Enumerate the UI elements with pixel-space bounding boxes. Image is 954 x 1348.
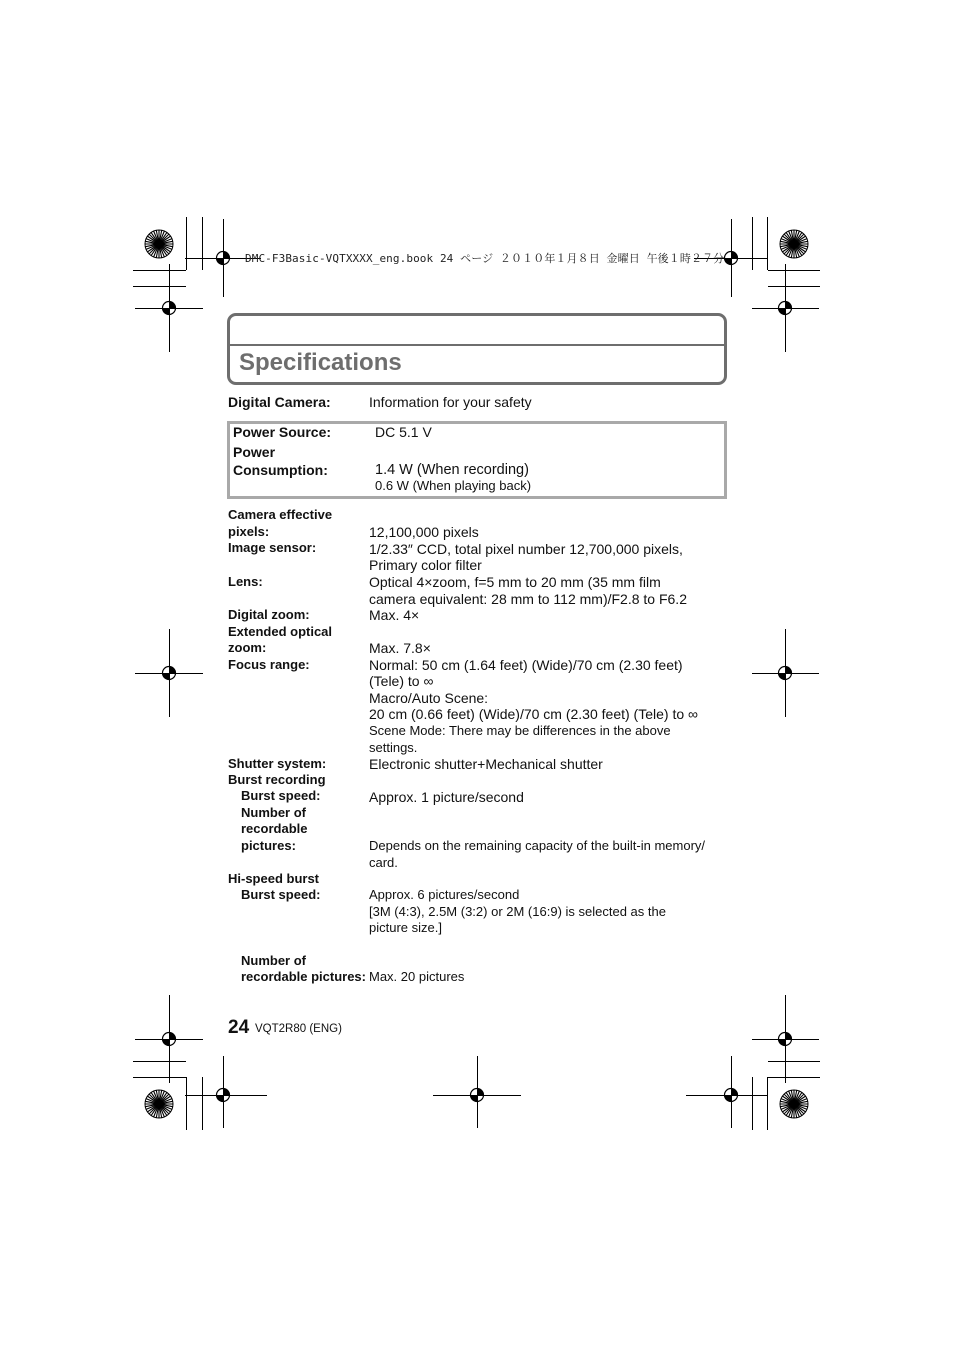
sensor-label: Image sensor: <box>228 540 317 555</box>
color-target-icon <box>779 1089 809 1119</box>
digital-camera-value: Information for your safety <box>369 394 532 410</box>
power-source-value: DC 5.1 V <box>375 424 432 440</box>
registration-mark-icon <box>720 1084 742 1106</box>
burst-number-value-1: Depends on the remaining capacity of the built-in memory/ <box>369 838 706 853</box>
page-title: Specifications <box>239 349 402 376</box>
registration-mark-icon <box>774 1028 796 1050</box>
page-number: 24 <box>228 1017 250 1038</box>
registration-mark-icon <box>158 1028 180 1050</box>
registration-mark-icon <box>212 1084 234 1106</box>
pixels-label-1: Camera effective <box>228 507 333 522</box>
burst-speed-value: Approx. 1 picture/second <box>369 789 524 805</box>
title-frame <box>227 313 727 385</box>
extended-zoom-label-2: zoom: <box>228 640 267 655</box>
burst-number-label-3: pictures: <box>241 838 296 853</box>
lens-value-2: camera equivalent: 28 mm to 112 mm)/F2.8 to F6.2 <box>369 591 687 607</box>
hispeed-speed-label: Burst speed: <box>241 887 321 902</box>
title-rule <box>230 344 724 346</box>
digital-zoom-value: Max. 4× <box>369 607 420 623</box>
registration-mark-icon <box>158 662 180 684</box>
hispeed-speed-value-3: picture size.] <box>369 920 442 935</box>
hispeed-number-label-1: Number of <box>241 953 306 968</box>
color-target-icon <box>779 229 809 259</box>
focus-value-1: Normal: 50 cm (1.64 feet) (Wide)/70 cm (2.30 feet) <box>369 657 683 673</box>
shutter-label: Shutter system: <box>228 756 327 771</box>
color-target-icon <box>144 1089 174 1119</box>
shutter-value: Electronic shutter+Mechanical shutter <box>369 756 603 772</box>
sensor-value-1: 1/2.33″ CCD, total pixel number 12,700,000 pixels, <box>369 541 683 557</box>
print-header-line: DMC-F3Basic-VQTXXXX_eng.book 24 ページ ２０１０年１月８日 金曜日 午後１時２７分 <box>245 252 725 265</box>
hispeed-speed-value-1: Approx. 6 pictures/second <box>369 887 520 902</box>
burst-number-value-2: card. <box>369 855 398 870</box>
burst-number-label-2: recordable <box>241 821 308 836</box>
focus-range-label: Focus range: <box>228 657 310 672</box>
power-consumption-label-2: Consumption: <box>233 462 328 478</box>
hispeed-speed-value-2: [3M (4:3), 2.5M (3:2) or 2M (16:9) is selected as the <box>369 904 666 919</box>
power-consumption-value-2: 0.6 W (When playing back) <box>375 478 532 493</box>
lens-label: Lens: <box>228 574 263 589</box>
focus-value-2: (Tele) to ∞ <box>369 673 434 689</box>
digital-camera-label: Digital Camera: <box>228 394 331 410</box>
document-code: VQT2R80 (ENG) <box>255 1023 342 1035</box>
hispeed-number-value: Max. 20 pictures <box>369 969 465 984</box>
burst-recording-label: Burst recording <box>228 772 326 787</box>
lens-value-1: Optical 4×zoom, f=5 mm to 20 mm (35 mm film <box>369 574 661 590</box>
power-source-label: Power Source: <box>233 424 332 440</box>
registration-mark-icon <box>158 297 180 319</box>
hispeed-burst-label: Hi-speed burst <box>228 871 320 886</box>
power-consumption-label-1: Power <box>233 444 276 460</box>
focus-value-4: 20 cm (0.66 feet) (Wide)/70 cm (2.30 feet) (Tele) to ∞ <box>369 706 698 722</box>
focus-value-6: settings. <box>369 740 418 755</box>
registration-mark-icon <box>466 1084 488 1106</box>
power-consumption-value-1: 1.4 W (When recording) <box>375 462 529 478</box>
color-target-icon <box>144 229 174 259</box>
sensor-value-2: Primary color filter <box>369 557 482 573</box>
extended-zoom-label-1: Extended optical <box>228 624 333 639</box>
hispeed-number-label-2: recordable pictures: <box>241 969 366 984</box>
digital-zoom-label: Digital zoom: <box>228 607 310 622</box>
extended-zoom-value: Max. 7.8× <box>369 640 431 656</box>
focus-value-3: Macro/Auto Scene: <box>369 690 489 706</box>
focus-value-5: Scene Mode: There may be differences in the above <box>369 723 671 738</box>
registration-mark-icon <box>774 662 796 684</box>
burst-number-label-1: Number of <box>241 805 306 820</box>
registration-mark-icon <box>212 247 234 269</box>
registration-mark-icon <box>774 297 796 319</box>
pixels-label-2: pixels: <box>228 524 270 539</box>
burst-speed-label: Burst speed: <box>241 788 321 803</box>
pixels-value: 12,100,000 pixels <box>369 524 479 540</box>
